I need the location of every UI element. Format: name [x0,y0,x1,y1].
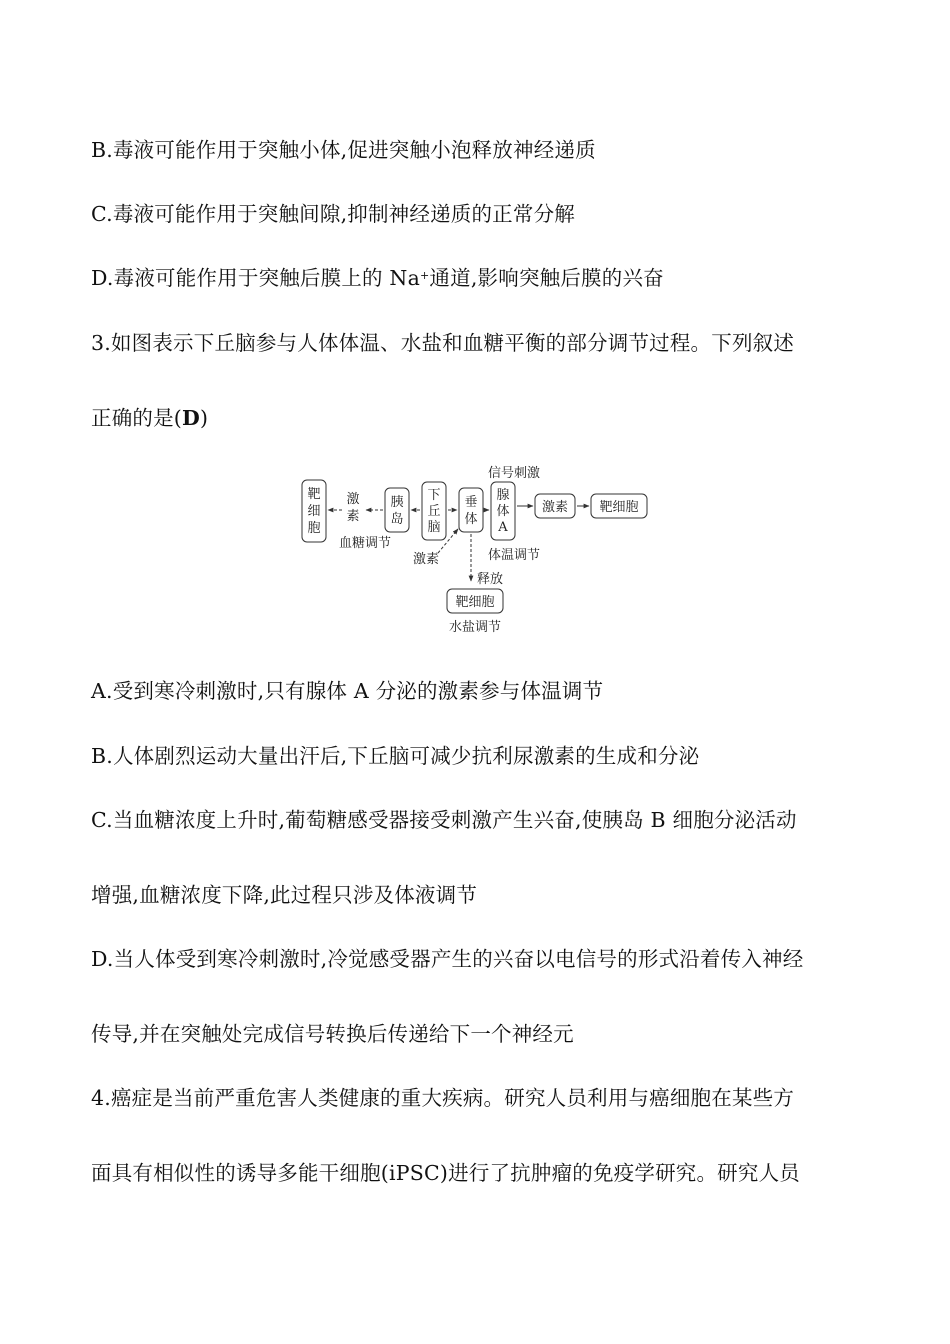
release-label: 释放 [476,572,504,587]
hormone-left-c1: 激 [346,492,360,507]
option-c-q3-line1: C.当血糖浓度上升时,葡萄糖感受器接受刺激产生兴奋,使胰岛 B 细胞分泌活动 [91,808,797,832]
target-cell-right-label: 靶细胞 [599,500,639,515]
pituitary-c2: 体 [464,512,478,527]
option-d-q3-line2: 传导,并在突触处完成信号转换后传递给下一个神经元 [91,1022,574,1046]
target-cell-left-c3: 胞 [307,521,321,536]
body-temp-label: 体温调节 [487,548,541,563]
option-d-q2-post: 通道,影响突触后膜的兴奋 [429,266,664,290]
gland-a-c2: 体 [496,504,510,519]
sodium-superscript: + [420,269,430,282]
gland-a-c1: 腺 [496,488,510,503]
option-d-q2-pre: D.毒液可能作用于突触后膜上的 Na [91,266,420,290]
hypothalamus-c1: 下 [427,488,441,503]
signal-stimulus-label: 信号刺激 [487,466,541,481]
hypothalamus-c2: 丘 [427,504,441,519]
option-b-q2: B.毒液可能作用于突触小体,促进突触小泡释放神经递质 [91,138,596,162]
hormone-bottom-label: 激素 [412,552,440,567]
q3-stem-pre: 正确的是( [91,406,182,430]
q3-answer: D [182,406,200,430]
q3-stem-post: ) [199,406,209,430]
target-cell-left-c1: 靶 [307,487,321,502]
hormone-left-c2: 素 [346,509,360,524]
pancreatic-islet-c2: 岛 [390,512,404,527]
option-b-q3: B.人体剧烈运动大量出汗后,下丘脑可减少抗利尿激素的生成和分泌 [91,744,700,768]
hormone-right-label: 激素 [541,500,569,515]
pancreatic-islet-c1: 胰 [390,495,404,510]
option-c-q3-line2: 增强,血糖浓度下降,此过程只涉及体液调节 [91,883,478,907]
question-4-line1: 4.癌症是当前严重危害人类健康的重大疾病。研究人员利用与癌细胞在某些方 [91,1086,795,1110]
water-salt-label: 水盐调节 [448,620,502,635]
option-a-q3: A.受到寒冷刺激时,只有腺体 A 分泌的激素参与体温调节 [91,679,604,703]
question-3-stem-line1: 3.如图表示下丘脑参与人体体温、水盐和血糖平衡的部分调节过程。下列叙述 [91,331,795,355]
hypothalamus-c3: 脑 [427,520,441,535]
question-3-stem-line2 [91,403,208,433]
pituitary-c1: 垂 [464,495,478,510]
target-cell-left-c2: 细 [307,504,321,519]
option-c-q2: C.毒液可能作用于突触间隙,抑制神经递质的正常分解 [91,202,575,226]
target-cell-bottom-label: 靶细胞 [455,595,495,610]
option-d-q2 [91,263,664,293]
question-4-line2: 面具有相似性的诱导多能干细胞(iPSC)进行了抗肿瘤的免疫学研究。研究人员 [91,1161,800,1185]
option-d-q3-line1: D.当人体受到寒冷刺激时,冷觉感受器产生的兴奋以电信号的形式沿着传入神经 [91,947,804,971]
regulation-diagram [290,455,670,640]
blood-sugar-label: 血糖调节 [338,536,392,551]
gland-a-c3: A [498,520,508,535]
